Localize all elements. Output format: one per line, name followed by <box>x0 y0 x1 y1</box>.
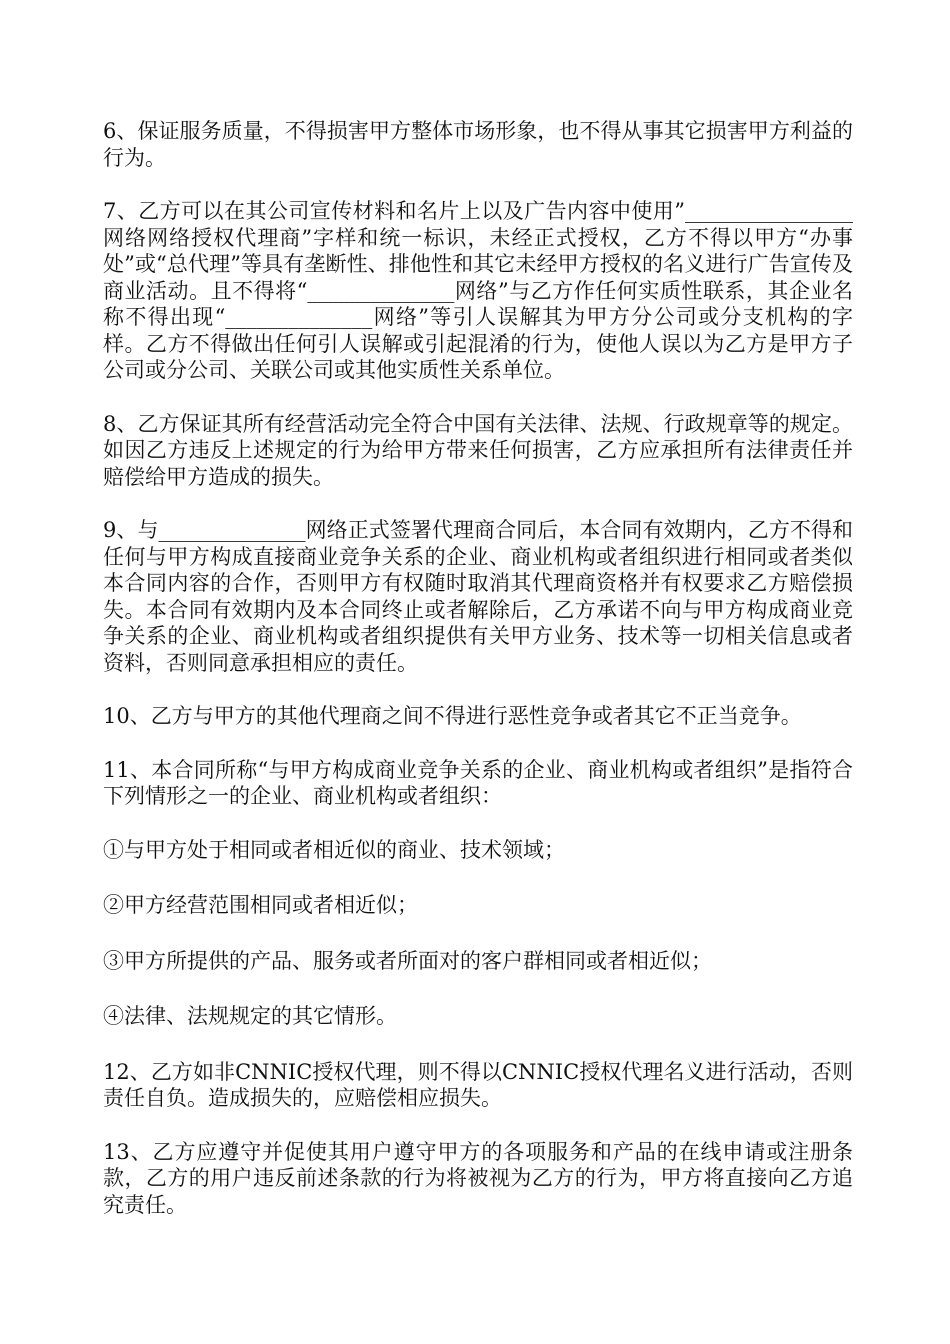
condition-item-1: ①与甲方处于相同或者相近似的商业、技术领域； <box>103 837 565 862</box>
document-page <box>103 118 853 1245</box>
clause-6: 6、保证服务质量，不得损害甲方整体市场形象，也不得从事其它损害甲方利益的行为。 <box>103 119 853 170</box>
clause-9: 9、与______________网络正式签署代理商合同后，本合同有效期内，乙方不得和任何与甲方构成直接商业竞争关系的企业、商业机构或者组织进行相同或者类似本合同内容的合作，否则甲方有权随时取消其代理商资格并有权要求乙方赔偿损失。本合同有效期内及本合同终止或者解除后，乙方承诺不向与甲方构成商业竞争关系的企业、商业机构或者组织提供有关甲方业务、技术等一切相关信息或者资料，否则同意承担相应的责任。 <box>103 518 853 675</box>
clause-8: 8、乙方保证其所有经营活动完全符合中国有关法律、法规、行政规章等的规定。如因乙方违反上述规定的行为给甲方带来任何损害，乙方应承担所有法律责任并赔偿给甲方造成的损失。 <box>103 411 853 489</box>
condition-item-3: ③甲方所提供的产品、服务或者所面对的客户群相同或者相近似； <box>103 948 712 973</box>
clause-13: 13、乙方应遵守并促使其用户遵守甲方的各项服务和产品的在线申请或注册条款，乙方的用户违反前述条款的行为将被视为乙方的行为，甲方将直接向乙方追究责任。 <box>103 1139 853 1217</box>
clause-12: 12、乙方如非CNNIC授权代理，则不得以CNNIC授权代理名义进行活动，否则责任自负。造成损失的，应赔偿相应损失。 <box>103 1059 853 1110</box>
clause-7: 7、乙方可以在其公司宣传材料和名片上以及广告内容中使用”________________网络网络授权代理商”字样和统一标识，未经正式授权，乙方不得以甲方“办事处”或“总代理”等具有垄断性、排他性和其它未经甲方授权的名义进行广告宣传及商业活动。且不得将“______________网络”与乙方作任何实质性联系，其企业名称不得出现“______________网络”等引人误解其为甲方分公司或分支机构的字样。乙方不得做出任何引人误解或引起混淆的行为，使他人误以为乙方是甲方子公司或分公司、关联公司或其他实质性关系单位。 <box>103 199 853 382</box>
clause-11: 11、本合同所称“与甲方构成商业竞争关系的企业、商业机构或者组织”是指符合下列情形之一的企业、商业机构或者组织： <box>103 757 853 808</box>
condition-item-2: ②甲方经营范围相同或者相近似； <box>103 893 418 917</box>
clause-10: 10、乙方与甲方的其他代理商之间不得进行恶性竞争或者其它不正当竞争。 <box>103 704 802 728</box>
condition-item-4: ④法律、法规规定的其它情形。 <box>103 1004 397 1028</box>
